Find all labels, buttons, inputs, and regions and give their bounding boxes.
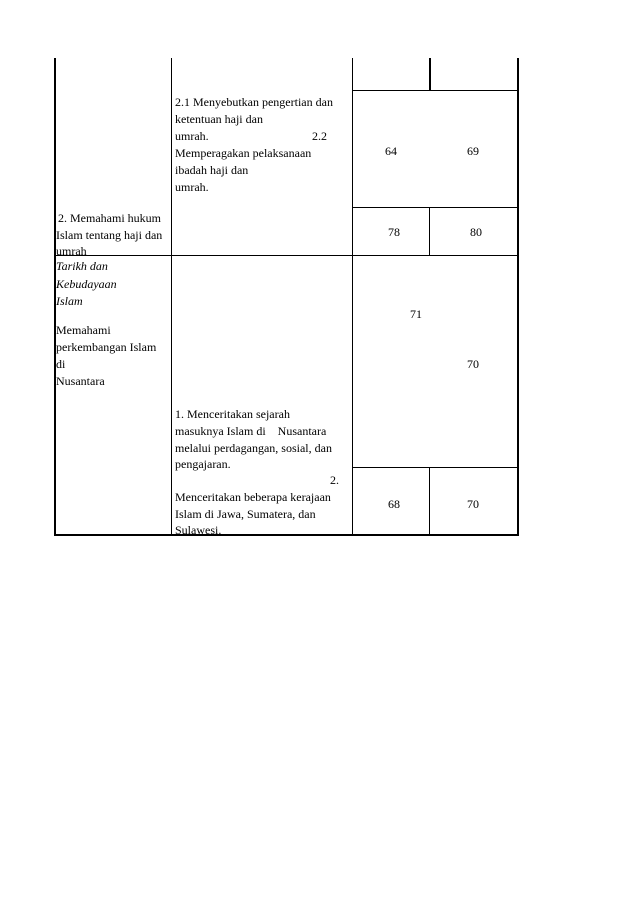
indikator-haji-line-3: umrah. [175, 129, 209, 143]
tarikh-line-2: Kebudayaan [56, 277, 117, 291]
indikator-sejarah-line-3: melalui perdagangan, sosial, dan [175, 441, 332, 455]
grid-hline-2 [352, 207, 519, 208]
indikator-haji-line-4: Memperagakan pelaksanaan [175, 146, 312, 160]
indikator-haji-line-5: ibadah haji dan [175, 163, 249, 177]
indikator-haji-line-2: ketentuan haji dan [175, 112, 263, 126]
value-row4-col4: 70 [467, 497, 479, 511]
grid-hline-3 [54, 255, 519, 256]
tarikh-line-1: Tarikh dan [56, 259, 108, 273]
value-row4-col3: 68 [388, 497, 400, 511]
indikator-sejarah-line-2: masuknya Islam di Nusantara [175, 424, 327, 438]
grid-bottom-border [54, 534, 519, 536]
grid-right-border [517, 58, 519, 536]
value-row3-col4: 70 [467, 357, 479, 371]
grid-hline-1 [352, 90, 519, 91]
grid-col2-divider [352, 58, 353, 536]
value-row3-col3: 71 [410, 307, 422, 321]
indikator-haji-line-6: umrah. [175, 180, 209, 194]
indikator-sejarah-line-1: 1. Menceritakan sejarah [175, 407, 290, 421]
indikator-haji-number: 2.2 [312, 129, 327, 143]
value-row2-col4: 80 [470, 225, 482, 239]
kd-nusantara-line-4: Nusantara [56, 374, 105, 388]
value-row1-col4: 69 [467, 144, 479, 158]
indikator-haji-line-1: 2.1 Menyebutkan pengertian dan [175, 95, 333, 109]
grid-col3-divider-top [429, 58, 431, 91]
indikator-kerajaan-line-3: Sulawesi. [175, 523, 222, 537]
indikator-sejarah-line-4: pengajaran. [175, 457, 231, 471]
kd-haji-line-2: Islam tentang haji dan [56, 228, 163, 242]
indikator-kerajaan-number: 2. [330, 473, 339, 487]
indikator-kerajaan-line-2: Islam di Jawa, Sumatera, dan [175, 507, 316, 521]
grid-col3-divider-row2 [429, 207, 430, 255]
kd-nusantara-line-1: Memahami [56, 323, 111, 337]
value-row2-col3: 78 [388, 225, 400, 239]
kd-haji-line-3: umrah [56, 244, 87, 258]
kd-nusantara-line-3: di [56, 357, 66, 371]
kd-haji-line-1: 2. Memahami hukum [58, 211, 161, 225]
kd-nusantara-line-2: perkembangan Islam [56, 340, 157, 354]
tarikh-line-3: Islam [56, 294, 83, 308]
indikator-kerajaan-line-1: Menceritakan beberapa kerajaan [175, 490, 331, 504]
grid-col1-divider [171, 58, 172, 536]
grid-col3-divider-row4 [429, 467, 430, 536]
value-row1-col3: 64 [385, 144, 397, 158]
grid-hline-4 [352, 467, 519, 468]
